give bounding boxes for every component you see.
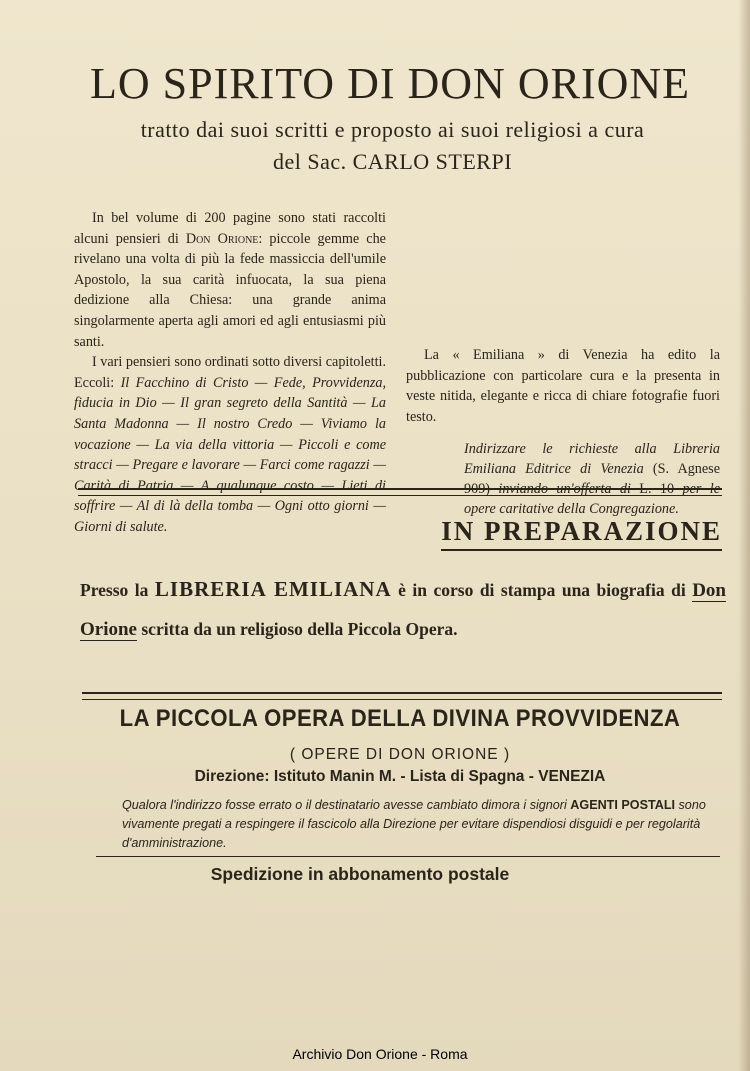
- postal-agents: AGENTI POSTALI: [570, 798, 676, 812]
- subtitle-line-1: tratto dai suoi scritti e proposto ai suoi religiosi a cura: [140, 117, 645, 142]
- shipping-divider: [96, 856, 720, 857]
- order-text: inviando un'offerta di: [490, 481, 640, 498]
- order-instructions: [464, 439, 720, 519]
- order-text: per le opere caritative della Congregazione.: [464, 481, 720, 518]
- paragraph-text: I vari pensieri sono ordinati sotto diversi capitoletti. Eccoli:: [74, 354, 386, 391]
- order-text: Indirizzare le richieste alla Libreria Emiliana Editrice di Venezia: [464, 441, 720, 478]
- organization-works: ( OPERE DI DON ORIONE ): [289, 746, 511, 763]
- page-title: LO SPIRITO DI DON ORIONE: [89, 59, 691, 108]
- preparation-text: [80, 570, 726, 649]
- shipping-note: Spedizione in abbonamento postale: [210, 864, 510, 884]
- page-subtitle: [60, 114, 725, 178]
- article-paragraph-3: La « Emiliana » di Venezia ha edito la pubblicazione con particolare cura e la presenta in veste nitida, elegante e ricca di chiare fotografie fuori testo.: [406, 347, 720, 425]
- notice-text: sono vivamente pregati a respingere il fascicolo alla Direzione per evitare dispendiosi disguidi e per regolarità d'amministrazione.: [122, 798, 706, 850]
- bookshop-name: LIBRERIA EMILIANA: [154, 577, 392, 601]
- prep-text-part: scritta da un religioso della Piccola Opera.: [137, 619, 458, 639]
- direction-address: Direzione: Istituto Manin M. - Lista di Spagna - VENEZIA: [194, 768, 606, 785]
- order-price: L. 10: [639, 481, 675, 498]
- prep-text-part: è in corso di stampa una biografia di: [391, 580, 693, 600]
- biography-subject: Don Orione: [80, 580, 726, 640]
- order-address: (S. Agnese 909): [464, 461, 720, 498]
- article-paragraph-2: [74, 352, 386, 537]
- paragraph-text: : piccole gemme che rivelano una volta di più la fede massiccia dell'umile Apostolo, la sua carità infuocata, la sua piena dedizione alla Chiesa: una grande anima singolarmente aperta agli amori ed agli entusiasmi più santi.: [74, 230, 386, 350]
- section-divider: [78, 488, 722, 496]
- preparation-heading: IN PREPARAZIONE: [441, 516, 722, 551]
- author-name: Don Orione: [185, 230, 259, 247]
- prep-text-part: Presso la: [80, 580, 155, 600]
- paragraph-text: In bel volume di 200 pagine sono stati raccolti alcuni pensieri di: [74, 210, 386, 247]
- article-paragraph-1: [74, 208, 386, 352]
- chapter-list: Il Facchino di Cristo — Fede, Provvidenza, fiducia in Dio — Il gran segreto della Santità — La Santa Madonna — Il nostro Credo — Viviamo la vocazione — La via della vittoria — Piccoli e come stracci — Pregare e lavorare — Farci come ragazzi — Carità di Patria — A qualunque costo — Lieti di soffrire — Al di là della tomba — Ogni otto giorni — Giorni di salute.: [74, 374, 386, 535]
- masthead-divider: [82, 692, 722, 700]
- article-column-right: [406, 200, 720, 519]
- organization-name: LA PICCOLA OPERA DELLA DIVINA PROVVIDENZA: [119, 705, 681, 732]
- column-continuation-space: [406, 200, 720, 345]
- subtitle-line-2: del Sac. CARLO STERPI: [272, 149, 513, 174]
- page-edge-shadow: [738, 0, 750, 1071]
- archive-footer: Archivio Don Orione - Roma: [292, 1046, 468, 1062]
- notice-text: Qualora l'indirizzo fosse errato o il destinatario avesse cambiato dimora i signori: [122, 798, 571, 812]
- postal-notice: [122, 796, 712, 853]
